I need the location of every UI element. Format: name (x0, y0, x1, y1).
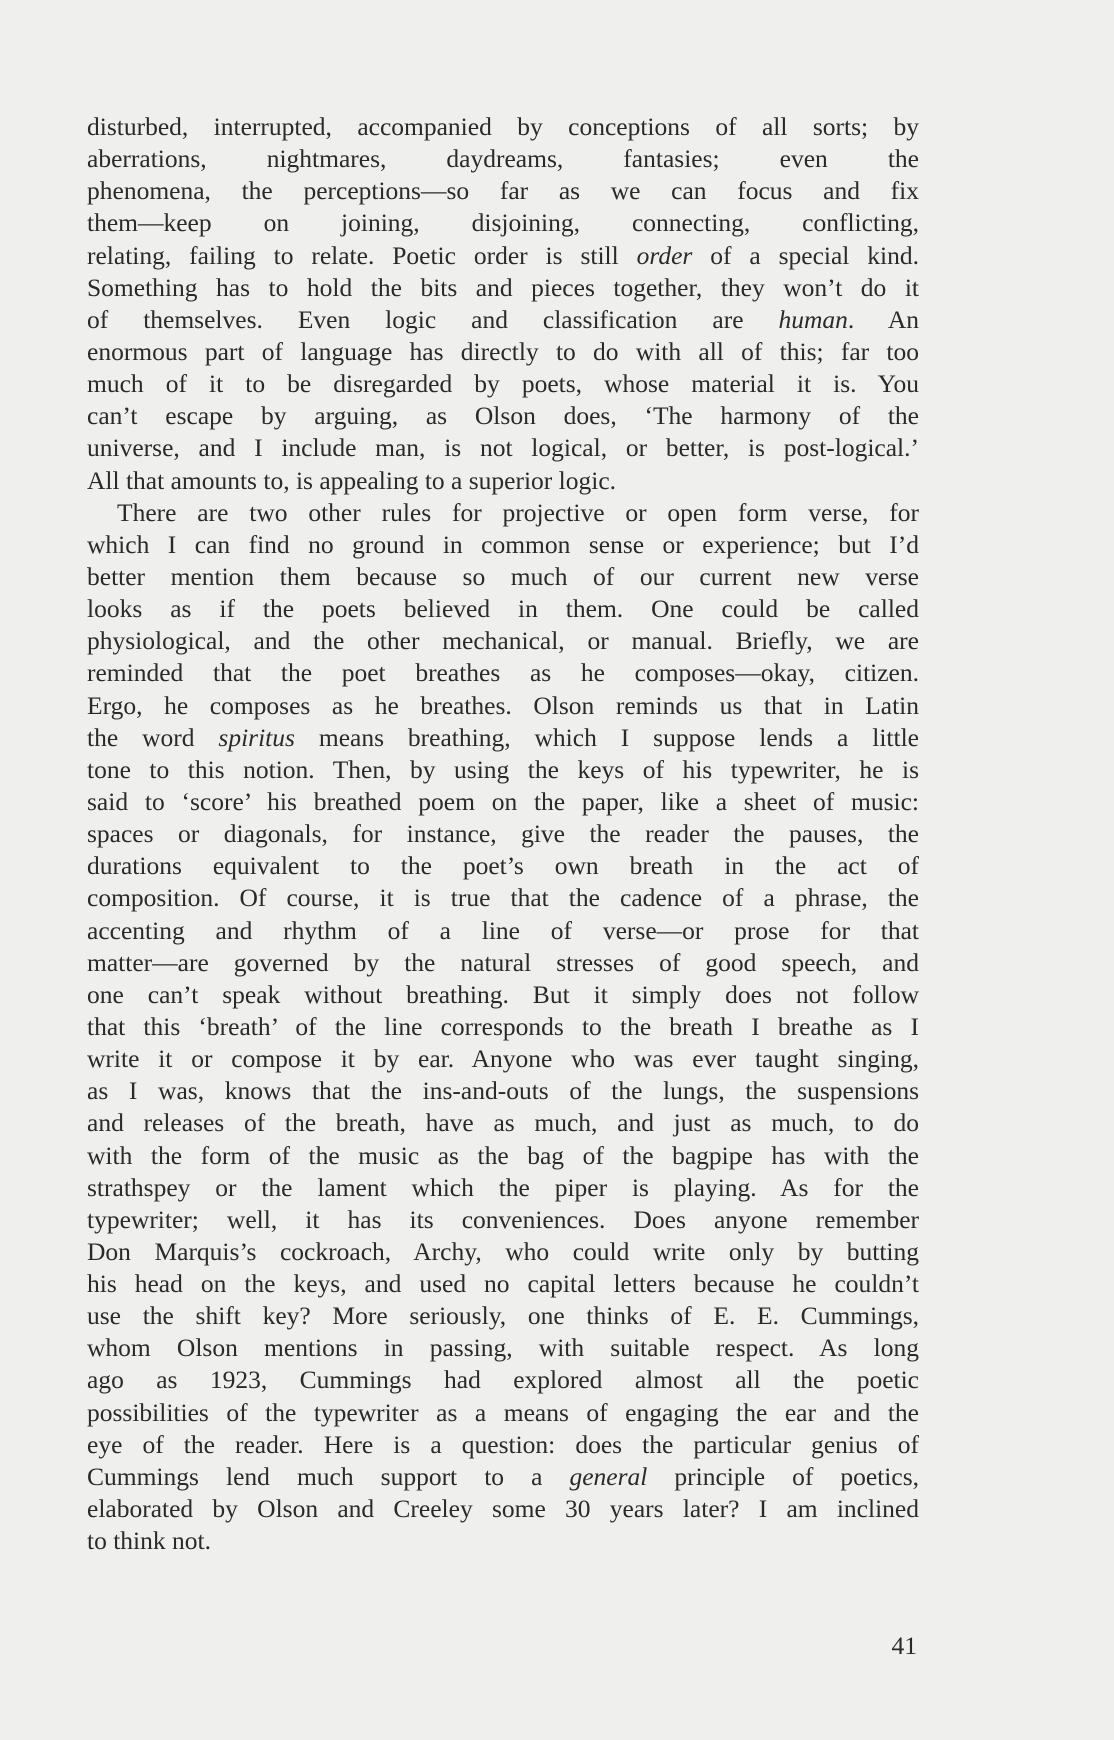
text-line: of themselves. Even logic and classification are human. An (87, 304, 919, 334)
text-line: elaborated by Olson and Creeley some 30 years later? I am inclined (87, 1494, 919, 1524)
text-line: Ergo, he composes as he breathes. Olson reminds us that in Latin (87, 690, 919, 720)
text-line: much of it to be disregarded by poets, whose material it is. You (87, 369, 919, 399)
italic-word: spiritus (218, 722, 295, 752)
text-line: the word spiritus means breathing, which I suppose lends a little (87, 722, 919, 752)
text-line: relating, failing to relate. Poetic order is still order of a special kind. (87, 240, 919, 270)
text-line: disturbed, interrupted, accompanied by conceptions of all sorts; by (87, 112, 919, 141)
text-line: Don Marquis’s cockroach, Archy, who could write only by butting (87, 1236, 919, 1266)
italic-word: general (569, 1461, 648, 1491)
text-line: All that amounts to, is appealing to a superior logic. (87, 465, 617, 495)
text-line: and releases of the breath, have as much, and just as much, to do (87, 1108, 919, 1138)
italic-word: human (778, 304, 848, 334)
text-line: better mention them because so much of our current new verse (87, 561, 919, 591)
text-line: write it or compose it by ear. Anyone who was ever taught singing, (87, 1044, 919, 1074)
text-line: can’t escape by arguing, as Olson does, ‘The harmony of the (87, 401, 919, 431)
text-line: eye of the reader. Here is a question: does the particular genius of (87, 1429, 919, 1459)
text-line: said to ‘score’ his breathed poem on the paper, like a sheet of music: (87, 786, 919, 816)
text-line: phenomena, the perceptions—so far as we can focus and fix (87, 176, 919, 206)
text-line: spaces or diagonals, for instance, give the reader the pauses, the (87, 819, 919, 849)
text-line: that this ‘breath’ of the line corresponds to the breath I breathe as I (87, 1011, 919, 1041)
text-line: use the shift key? More seriously, one thinks of E. E. Cummings, (87, 1301, 919, 1331)
text-line: tone to this notion. Then, by using the keys of his typewriter, he is (87, 754, 919, 784)
text-line: Cummings lend much support to a general principle of poetics, (87, 1461, 919, 1491)
text-line: ago as 1923, Cummings had explored almost all the poetic (87, 1365, 919, 1395)
text-line: them—keep on joining, disjoining, connecting, conflicting, (87, 208, 919, 238)
text-line: which I can find no ground in common sense or experience; but I’d (87, 529, 919, 559)
text-line: whom Olson mentions in passing, with suitable respect. As long (87, 1333, 919, 1363)
text-line: looks as if the poets believed in them. One could be called (87, 594, 919, 624)
text-line: enormous part of language has directly to do with all of this; far too (87, 336, 919, 366)
text-line: There are two other rules for projective or open form verse, for (117, 497, 919, 527)
text-line: composition. Of course, it is true that the cadence of a phrase, the (87, 883, 919, 913)
text-line: matter—are governed by the natural stresses of good speech, and (87, 947, 919, 977)
text-line: with the form of the music as the bag of the bagpipe has with the (87, 1140, 919, 1170)
text-line: strathspey or the lament which the piper is playing. As for the (87, 1172, 919, 1202)
text-line: reminded that the poet breathes as he composes—okay, citizen. (87, 658, 919, 688)
text-line: aberrations, nightmares, daydreams, fantasies; even the (87, 144, 919, 174)
paragraph-1 (87, 111, 919, 497)
text-line: Something has to hold the bits and pieces together, they won’t do it (87, 272, 919, 302)
text-line: typewriter; well, it has its conveniences. Does anyone remember (87, 1204, 919, 1234)
paragraph-2 (87, 497, 919, 1558)
page-number: 41 (891, 1631, 917, 1660)
text-line: durations equivalent to the poet’s own breath in the act of (87, 851, 919, 881)
text-line: to think not. (87, 1526, 211, 1556)
text-line: his head on the keys, and used no capital letters because he couldn’t (87, 1269, 919, 1299)
text-line: accenting and rhythm of a line of verse—or prose for that (87, 915, 919, 945)
text-line: universe, and I include man, is not logical, or better, is post-logical.’ (87, 433, 919, 463)
italic-word: order (636, 240, 693, 270)
text-line: one can’t speak without breathing. But it simply does not follow (87, 979, 919, 1009)
text-line: physiological, and the other mechanical, or manual. Briefly, we are (87, 626, 919, 656)
body-text (87, 111, 919, 1557)
text-line: possibilities of the typewriter as a means of engaging the ear and the (87, 1397, 919, 1427)
text-line: as I was, knows that the ins-and-outs of the lungs, the suspensions (87, 1076, 919, 1106)
